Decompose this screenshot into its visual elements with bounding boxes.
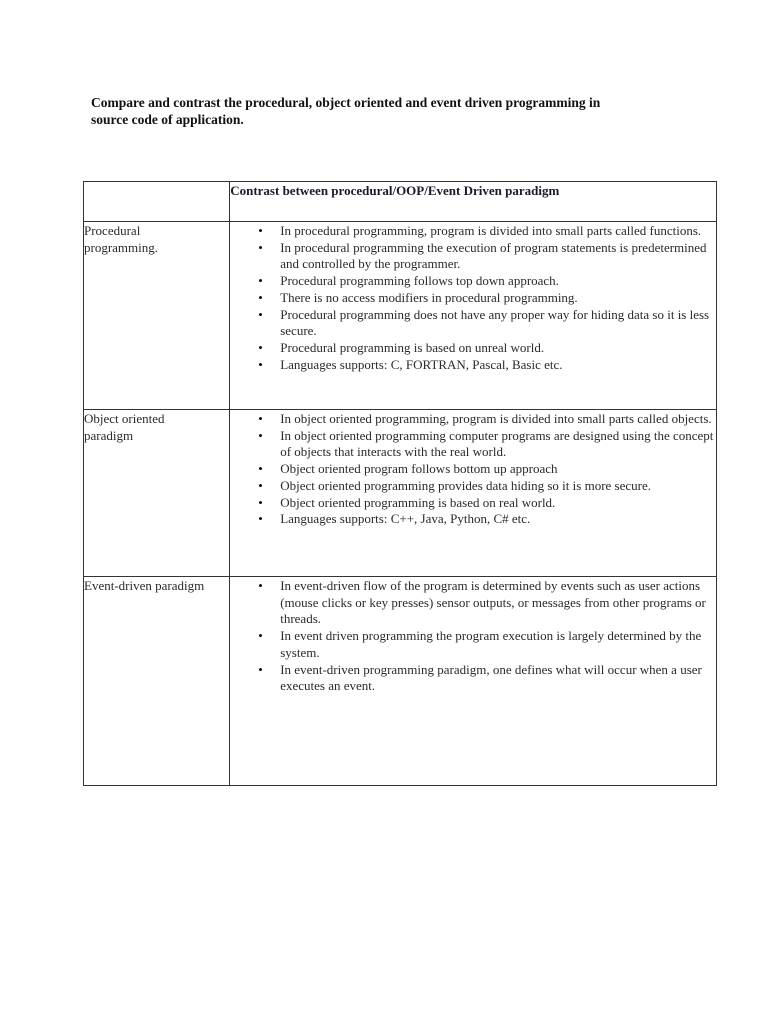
bullet-item: • Object oriented programming is based on real world.	[230, 495, 716, 512]
bullet-item: • Languages supports: C++, Java, Python, C# etc.	[230, 511, 716, 528]
table-header-row	[84, 182, 717, 222]
table-corner-cell	[84, 182, 230, 222]
bullet-item: • In event driven programming the program execution is largely determined by the system.	[230, 628, 716, 661]
table-row-object-oriented	[84, 410, 717, 577]
bullet-item: • Object oriented programming provides data hiding so it is more secure.	[230, 478, 716, 495]
bullet-item: • In object oriented programming, program is divided into small parts called objects.	[230, 411, 716, 428]
bullet-list-procedural	[230, 223, 716, 373]
row-points-cell-procedural	[230, 222, 717, 410]
bullet-item: • In procedural programming, program is divided into small parts called functions.	[230, 223, 716, 240]
row-label-oop-line-1: Object oriented	[84, 411, 165, 426]
bullet-item: • Procedural programming does not have any proper way for hiding data so it is less secure.	[230, 307, 716, 340]
table-row-event-driven	[84, 577, 717, 786]
table-row-procedural	[84, 222, 717, 410]
bullet-list-event-driven	[230, 578, 716, 695]
question-heading	[91, 94, 651, 128]
bullet-item: • Languages supports: C, FORTRAN, Pascal, Basic etc.	[230, 357, 716, 374]
bullet-item: • In object oriented programming computer programs are designed using the concept of objects that interacts with the real world.	[230, 428, 716, 461]
bullet-item: • Object oriented program follows bottom up approach	[230, 461, 716, 478]
row-label-oop-line-2: paradigm	[84, 427, 134, 443]
row-label-event-line-1: Event-driven paradigm	[84, 578, 205, 593]
row-label-cell-object-oriented	[84, 410, 230, 577]
row-label-cell-event-driven	[84, 577, 230, 786]
bullet-item: • Procedural programming follows top down approach.	[230, 273, 716, 290]
row-label-procedural-line-2: programming.	[84, 239, 159, 255]
table-header-cell	[230, 182, 717, 222]
bullet-item: • In event-driven flow of the program is determined by events such as user actions (mouse clicks or key presses) sensor outputs, or messages from other programs or threads.	[230, 578, 716, 628]
bullet-item: • In event-driven programming paradigm, one defines what will occur when a user executes an event.	[230, 662, 716, 695]
bullet-item: • There is no access modifiers in procedural programming.	[230, 290, 716, 307]
question-line-2: source code of application.	[91, 112, 244, 127]
table-header-title: Contrast between procedural/OOP/Event Driven paradigm	[230, 183, 560, 198]
row-label-procedural-line-1: Procedural	[84, 223, 141, 238]
bullet-list-object-oriented	[230, 411, 716, 528]
bullet-item: • Procedural programming is based on unreal world.	[230, 340, 716, 357]
row-label-cell-procedural	[84, 222, 230, 410]
row-points-cell-event-driven	[230, 577, 717, 786]
bullet-item: • In procedural programming the execution of program statements is predetermined and controlled by the programmer.	[230, 240, 716, 273]
comparison-table	[83, 181, 717, 786]
row-points-cell-object-oriented	[230, 410, 717, 577]
question-line-1: Compare and contrast the procedural, object oriented and event driven programming in	[91, 95, 601, 110]
